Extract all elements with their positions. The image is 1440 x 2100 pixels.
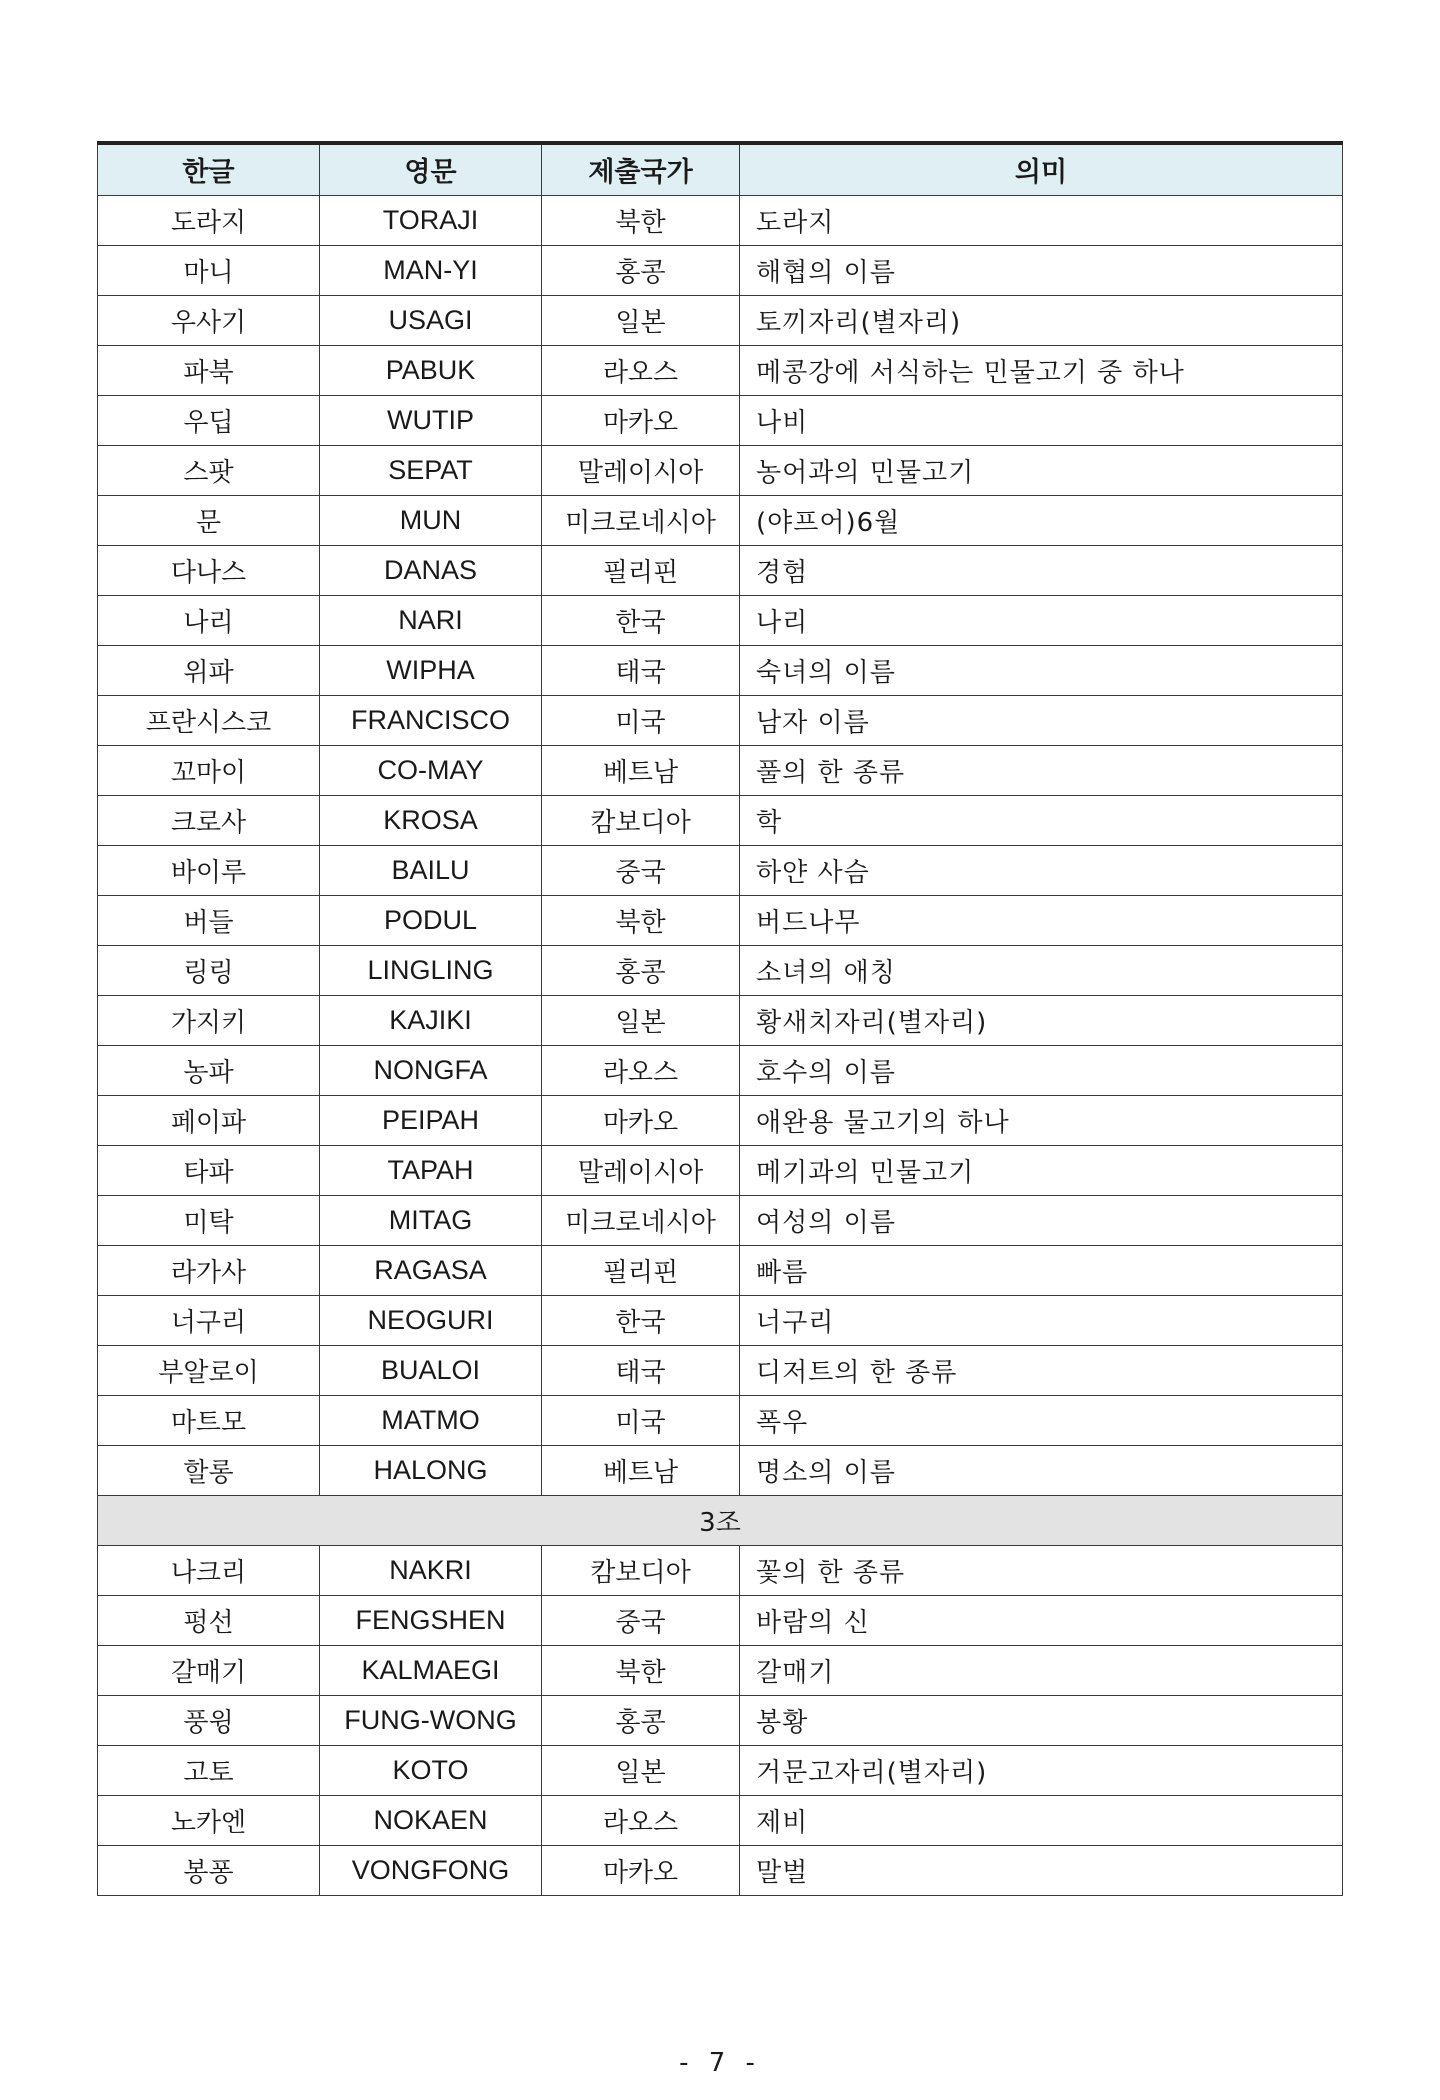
table-row: [98, 295, 1343, 345]
cell-korean-name: 마트모: [98, 1395, 320, 1445]
cell-korean-name: 봉퐁: [98, 1845, 320, 1895]
cell-meaning: 하얀 사슴: [740, 845, 1343, 895]
cell-korean-name: 버들: [98, 895, 320, 945]
table-row: [98, 895, 1343, 945]
cell-english-name: RAGASA: [320, 1245, 542, 1295]
cell-korean-name: 미탁: [98, 1195, 320, 1245]
cell-country: 홍콩: [542, 245, 740, 295]
cell-korean-name: 파북: [98, 345, 320, 395]
cell-meaning: 빠름: [740, 1245, 1343, 1295]
cell-korean-name: 우딥: [98, 395, 320, 445]
cell-country: 북한: [542, 195, 740, 245]
cell-korean-name: 바이루: [98, 845, 320, 895]
cell-korean-name: 라가사: [98, 1245, 320, 1295]
cell-english-name: USAGI: [320, 295, 542, 345]
table-row: [98, 1795, 1343, 1845]
cell-country: 홍콩: [542, 1695, 740, 1745]
cell-korean-name: 타파: [98, 1145, 320, 1195]
table-row: [98, 1545, 1343, 1595]
cell-meaning: 여성의 이름: [740, 1195, 1343, 1245]
cell-country: 태국: [542, 645, 740, 695]
cell-country: 마카오: [542, 395, 740, 445]
cell-meaning: 갈매기: [740, 1645, 1343, 1695]
table-row: [98, 1745, 1343, 1795]
cell-meaning: 나비: [740, 395, 1343, 445]
table-row: [98, 545, 1343, 595]
cell-english-name: CO-MAY: [320, 745, 542, 795]
typhoon-names-table: [97, 141, 1343, 1896]
cell-korean-name: 프란시스코: [98, 695, 320, 745]
cell-country: 미크로네시아: [542, 1195, 740, 1245]
cell-korean-name: 너구리: [98, 1295, 320, 1345]
cell-meaning: 꽃의 한 종류: [740, 1545, 1343, 1595]
table-row: [98, 1395, 1343, 1445]
cell-english-name: TORAJI: [320, 195, 542, 245]
table-row: [98, 595, 1343, 645]
cell-korean-name: 문: [98, 495, 320, 545]
table-row: [98, 1095, 1343, 1145]
cell-english-name: PODUL: [320, 895, 542, 945]
cell-country: 필리핀: [542, 1245, 740, 1295]
cell-country: 미크로네시아: [542, 495, 740, 545]
table-row: [98, 695, 1343, 745]
cell-english-name: KAJIKI: [320, 995, 542, 1045]
cell-korean-name: 갈매기: [98, 1645, 320, 1695]
cell-meaning: 봉황: [740, 1695, 1343, 1745]
cell-korean-name: 크로사: [98, 795, 320, 845]
table-row: [98, 495, 1343, 545]
cell-country: 마카오: [542, 1095, 740, 1145]
cell-english-name: SEPAT: [320, 445, 542, 495]
cell-country: 홍콩: [542, 945, 740, 995]
cell-korean-name: 페이파: [98, 1095, 320, 1145]
cell-english-name: MUN: [320, 495, 542, 545]
cell-country: 중국: [542, 845, 740, 895]
header-korean: 한글: [98, 143, 320, 195]
cell-country: 미국: [542, 1395, 740, 1445]
cell-country: 일본: [542, 995, 740, 1045]
cell-korean-name: 마니: [98, 245, 320, 295]
table-row: [98, 995, 1343, 1045]
table-row: [98, 1845, 1343, 1895]
header-english: 영문: [320, 143, 542, 195]
cell-meaning: 남자 이름: [740, 695, 1343, 745]
cell-country: 한국: [542, 595, 740, 645]
cell-english-name: PEIPAH: [320, 1095, 542, 1145]
cell-english-name: MITAG: [320, 1195, 542, 1245]
cell-meaning: 나리: [740, 595, 1343, 645]
cell-korean-name: 위파: [98, 645, 320, 695]
cell-meaning: 너구리: [740, 1295, 1343, 1345]
table-row: [98, 645, 1343, 695]
cell-country: 필리핀: [542, 545, 740, 595]
cell-english-name: WUTIP: [320, 395, 542, 445]
cell-korean-name: 풍윙: [98, 1695, 320, 1745]
cell-english-name: NONGFA: [320, 1045, 542, 1095]
cell-meaning: 폭우: [740, 1395, 1343, 1445]
cell-meaning: 풀의 한 종류: [740, 745, 1343, 795]
cell-country: 북한: [542, 895, 740, 945]
cell-meaning: 디저트의 한 종류: [740, 1345, 1343, 1395]
cell-country: 말레이시아: [542, 445, 740, 495]
cell-english-name: NEOGURI: [320, 1295, 542, 1345]
cell-english-name: BAILU: [320, 845, 542, 895]
table-row: [98, 845, 1343, 895]
cell-english-name: PABUK: [320, 345, 542, 395]
cell-meaning: 농어과의 민물고기: [740, 445, 1343, 495]
page-number: - 7 -: [679, 2048, 761, 2078]
header-country: 제출국가: [542, 143, 740, 195]
cell-english-name: DANAS: [320, 545, 542, 595]
cell-meaning: 해협의 이름: [740, 245, 1343, 295]
table-row: [98, 445, 1343, 495]
cell-meaning: 도라지: [740, 195, 1343, 245]
cell-english-name: FRANCISCO: [320, 695, 542, 745]
cell-meaning: 학: [740, 795, 1343, 845]
cell-country: 일본: [542, 295, 740, 345]
cell-meaning: (야프어)6월: [740, 495, 1343, 545]
cell-korean-name: 농파: [98, 1045, 320, 1095]
cell-meaning: 숙녀의 이름: [740, 645, 1343, 695]
table-row: [98, 1045, 1343, 1095]
table-row: [98, 1195, 1343, 1245]
cell-english-name: TAPAH: [320, 1145, 542, 1195]
table-row: [98, 1645, 1343, 1695]
cell-english-name: KROSA: [320, 795, 542, 845]
cell-korean-name: 펑선: [98, 1595, 320, 1645]
cell-meaning: 말벌: [740, 1845, 1343, 1895]
cell-korean-name: 도라지: [98, 195, 320, 245]
table-row: [98, 945, 1343, 995]
cell-english-name: NAKRI: [320, 1545, 542, 1595]
cell-english-name: WIPHA: [320, 645, 542, 695]
table-row: [98, 1345, 1343, 1395]
cell-english-name: BUALOI: [320, 1345, 542, 1395]
cell-country: 일본: [542, 1745, 740, 1795]
cell-english-name: NOKAEN: [320, 1795, 542, 1845]
cell-country: 라오스: [542, 1045, 740, 1095]
cell-meaning: 호수의 이름: [740, 1045, 1343, 1095]
cell-english-name: NARI: [320, 595, 542, 645]
cell-english-name: FUNG-WONG: [320, 1695, 542, 1745]
table-row: [98, 1245, 1343, 1295]
cell-english-name: FENGSHEN: [320, 1595, 542, 1645]
cell-country: 태국: [542, 1345, 740, 1395]
cell-country: 말레이시아: [542, 1145, 740, 1195]
cell-meaning: 황새치자리(별자리): [740, 995, 1343, 1045]
header-meaning: 의미: [740, 143, 1343, 195]
table-row: [98, 1595, 1343, 1645]
cell-meaning: 거문고자리(별자리): [740, 1745, 1343, 1795]
cell-country: 라오스: [542, 345, 740, 395]
cell-meaning: 경험: [740, 545, 1343, 595]
header-row: [98, 143, 1343, 195]
cell-meaning: 명소의 이름: [740, 1445, 1343, 1495]
cell-country: 북한: [542, 1645, 740, 1695]
cell-korean-name: 우사기: [98, 295, 320, 345]
cell-meaning: 메기과의 민물고기: [740, 1145, 1343, 1195]
table-row: [98, 1695, 1343, 1745]
cell-korean-name: 다나스: [98, 545, 320, 595]
cell-country: 한국: [542, 1295, 740, 1345]
cell-korean-name: 나리: [98, 595, 320, 645]
table-row: [98, 195, 1343, 245]
cell-english-name: MAN-YI: [320, 245, 542, 295]
cell-korean-name: 스팟: [98, 445, 320, 495]
cell-country: 베트남: [542, 745, 740, 795]
cell-country: 베트남: [542, 1445, 740, 1495]
cell-meaning: 바람의 신: [740, 1595, 1343, 1645]
group-label: 3조: [98, 1495, 1343, 1545]
cell-english-name: KALMAEGI: [320, 1645, 542, 1695]
table-header: [98, 143, 1343, 195]
cell-english-name: VONGFONG: [320, 1845, 542, 1895]
cell-english-name: MATMO: [320, 1395, 542, 1445]
cell-country: 라오스: [542, 1795, 740, 1845]
cell-korean-name: 가지키: [98, 995, 320, 1045]
cell-korean-name: 할롱: [98, 1445, 320, 1495]
table-row: [98, 1145, 1343, 1195]
cell-meaning: 메콩강에 서식하는 민물고기 중 하나: [740, 345, 1343, 395]
table-row: [98, 1445, 1343, 1495]
cell-country: 미국: [542, 695, 740, 745]
table-row: [98, 345, 1343, 395]
cell-korean-name: 부알로이: [98, 1345, 320, 1395]
cell-korean-name: 링링: [98, 945, 320, 995]
cell-korean-name: 나크리: [98, 1545, 320, 1595]
table-row: [98, 745, 1343, 795]
table-row: [98, 1295, 1343, 1345]
table-row: [98, 245, 1343, 295]
cell-meaning: 토끼자리(별자리): [740, 295, 1343, 345]
cell-meaning: 애완용 물고기의 하나: [740, 1095, 1343, 1145]
table-row: [98, 395, 1343, 445]
cell-country: 마카오: [542, 1845, 740, 1895]
cell-meaning: 버드나무: [740, 895, 1343, 945]
cell-english-name: LINGLING: [320, 945, 542, 995]
table-body: [98, 195, 1343, 1895]
group-row: [98, 1495, 1343, 1545]
cell-korean-name: 고토: [98, 1745, 320, 1795]
cell-korean-name: 꼬마이: [98, 745, 320, 795]
cell-meaning: 제비: [740, 1795, 1343, 1845]
cell-country: 캄보디아: [542, 795, 740, 845]
cell-meaning: 소녀의 애칭: [740, 945, 1343, 995]
cell-english-name: KOTO: [320, 1745, 542, 1795]
cell-english-name: HALONG: [320, 1445, 542, 1495]
cell-country: 중국: [542, 1595, 740, 1645]
cell-korean-name: 노카엔: [98, 1795, 320, 1845]
cell-country: 캄보디아: [542, 1545, 740, 1595]
table-row: [98, 795, 1343, 845]
